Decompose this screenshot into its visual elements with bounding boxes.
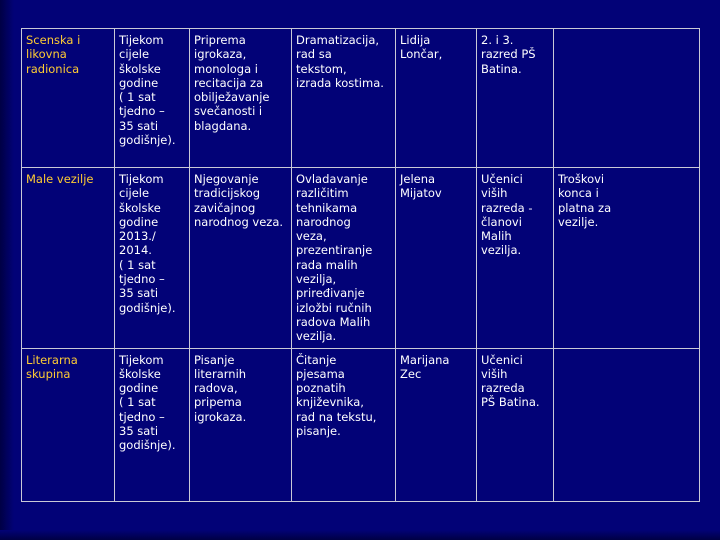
cell-text-line: književnika, bbox=[296, 395, 364, 410]
cell-text-line: Male vezilje bbox=[26, 172, 94, 186]
table-cell-time bbox=[115, 168, 190, 349]
table-cell-costs bbox=[554, 348, 700, 501]
cell-text-line: konca i bbox=[558, 186, 599, 201]
cell-text-line: narodnog bbox=[296, 214, 351, 229]
cell-text-line: veza, bbox=[296, 229, 327, 244]
table-cell-group bbox=[22, 348, 115, 501]
cell-text-line: vezilja. bbox=[481, 243, 522, 258]
cell-text-line: tjedno – bbox=[119, 104, 165, 119]
cell-text-line: Lončar, bbox=[400, 47, 443, 62]
cell-text-line: viših bbox=[481, 366, 508, 381]
cell-text-line: 35 sati bbox=[119, 286, 159, 301]
table-cell-activities bbox=[292, 168, 396, 349]
cell-text-line: ( 1 sat bbox=[119, 257, 156, 272]
cell-text-line: Jelena bbox=[400, 172, 436, 186]
cell-text-line: izložbi ručnih bbox=[296, 300, 372, 315]
cell-text-line: Troškovi bbox=[558, 172, 605, 186]
table-cell-participants bbox=[477, 29, 554, 168]
cell-text-line: Malih bbox=[481, 229, 512, 244]
cell-text-line: Batina. bbox=[481, 61, 522, 76]
cell-text-line: ( 1 sat bbox=[119, 90, 156, 105]
table-cell-costs bbox=[554, 168, 700, 349]
cell-text-line: Tijekom bbox=[119, 33, 164, 47]
cell-text-line: viših bbox=[481, 186, 508, 201]
cell-text-line: Mijatov bbox=[400, 186, 442, 201]
cell-text-line: različitim bbox=[296, 186, 349, 201]
cell-text-line: Lidija bbox=[400, 33, 431, 47]
cell-text-line: Scenska i bbox=[26, 33, 81, 47]
table-cell-leader bbox=[396, 168, 477, 349]
slide-bottom-shadow bbox=[0, 530, 720, 540]
cell-text-line: radova, bbox=[194, 381, 238, 396]
activities-table bbox=[21, 28, 700, 502]
cell-text-line: pjesama bbox=[296, 366, 345, 381]
cell-text-line: obilježavanje bbox=[194, 90, 270, 105]
cell-text-line: priređivanje bbox=[296, 286, 365, 301]
cell-text-line: pisanje. bbox=[296, 424, 341, 439]
cell-text-line: razreda bbox=[481, 381, 525, 396]
cell-text-line: literarnih bbox=[194, 366, 247, 381]
cell-text-line: Marijana bbox=[400, 352, 450, 367]
cell-text-line: svečanosti i bbox=[194, 104, 263, 119]
cell-text-line: Ovladavanje bbox=[296, 172, 368, 186]
cell-text-line: 35 sati bbox=[119, 424, 159, 439]
cell-text-line: igrokaza, bbox=[194, 47, 247, 62]
cell-text-line: skupina bbox=[26, 366, 71, 381]
cell-text-line: 2. i 3. bbox=[481, 33, 514, 47]
cell-text-line: 2014. bbox=[119, 243, 152, 258]
cell-text-line: razreda - bbox=[481, 200, 533, 215]
cell-text-line: narodnog veza. bbox=[194, 214, 284, 229]
table-cell-time bbox=[115, 348, 190, 501]
table-cell-participants bbox=[477, 168, 554, 349]
table-cell-participants bbox=[477, 348, 554, 501]
cell-text-line: rad na tekstu, bbox=[296, 409, 377, 424]
table-cell-leader bbox=[396, 29, 477, 168]
cell-text-line: platna za bbox=[558, 200, 612, 215]
table-cell-activities bbox=[292, 348, 396, 501]
cell-text-line: vezilja, bbox=[296, 272, 337, 287]
cell-text-line: Priprema bbox=[194, 33, 246, 47]
cell-text-line: prezentiranje bbox=[296, 243, 373, 258]
table-cell-goals bbox=[190, 29, 292, 168]
cell-text-line: tjedno – bbox=[119, 409, 165, 424]
table-cell-goals bbox=[190, 348, 292, 501]
cell-text-line: vezilje. bbox=[558, 214, 599, 229]
cell-text-line: 35 sati bbox=[119, 118, 159, 133]
cell-text-line: godine bbox=[119, 381, 159, 396]
cell-text-line: školske bbox=[119, 366, 161, 381]
cell-text-line: Učenici bbox=[481, 172, 523, 186]
cell-text-line: recitacija za bbox=[194, 75, 264, 90]
cell-text-line: radova Malih bbox=[296, 314, 371, 329]
cell-text-line: ( 1 sat bbox=[119, 395, 156, 410]
cell-text-line: 2013./ bbox=[119, 229, 156, 244]
cell-text-line: Tijekom bbox=[119, 352, 164, 367]
cell-text-line: likovna bbox=[26, 47, 67, 62]
cell-text-line: Tijekom bbox=[119, 172, 164, 186]
cell-text-line: Pisanje bbox=[194, 352, 235, 367]
cell-text-line: cijele bbox=[119, 186, 150, 201]
slide-left-shadow bbox=[0, 0, 14, 540]
cell-text-line: rada malih bbox=[296, 257, 358, 272]
cell-text-line: godine bbox=[119, 75, 159, 90]
table-row bbox=[22, 348, 700, 501]
cell-text-line: poznatih bbox=[296, 381, 346, 396]
cell-text-line: Zec bbox=[400, 366, 422, 381]
cell-text-line: blagdana. bbox=[194, 118, 252, 133]
cell-text-line: tradicijskog bbox=[194, 186, 261, 201]
cell-text-line: godišnje). bbox=[119, 133, 176, 148]
table-row bbox=[22, 29, 700, 168]
cell-text-line: razred PŠ bbox=[481, 47, 536, 62]
cell-text-line: PŠ Batina. bbox=[481, 395, 540, 410]
table-cell-activities bbox=[292, 29, 396, 168]
cell-text-line: godišnje). bbox=[119, 300, 176, 315]
table-cell-group bbox=[22, 168, 115, 349]
table-row bbox=[22, 168, 700, 349]
cell-text-line: Njegovanje bbox=[194, 172, 259, 186]
cell-text-line: vezilja. bbox=[296, 329, 337, 344]
table-cell-goals bbox=[190, 168, 292, 349]
cell-text-line: godine bbox=[119, 214, 159, 229]
table-body bbox=[22, 29, 700, 502]
cell-text-line: tekstom, bbox=[296, 61, 347, 76]
cell-text-line: školske bbox=[119, 61, 161, 76]
table-cell-costs bbox=[554, 29, 700, 168]
cell-text-line: školske bbox=[119, 200, 161, 215]
cell-text-line: zavičajnog bbox=[194, 200, 256, 215]
cell-text-line: članovi bbox=[481, 214, 522, 229]
cell-text-line: tehnikama bbox=[296, 200, 358, 215]
cell-text-line: igrokaza. bbox=[194, 409, 247, 424]
cell-text-line: godišnje). bbox=[119, 438, 176, 453]
cell-text-line: Dramatizacija, bbox=[296, 33, 380, 47]
table-cell-group bbox=[22, 29, 115, 168]
cell-text-line: pripema bbox=[194, 395, 242, 410]
cell-text-line: rad sa bbox=[296, 47, 332, 62]
cell-text-line: Učenici bbox=[481, 352, 523, 367]
cell-text-line: tjedno – bbox=[119, 272, 165, 287]
table-cell-time bbox=[115, 29, 190, 168]
cell-text-line: radionica bbox=[26, 61, 80, 76]
cell-text-line: izrada kostima. bbox=[296, 75, 384, 90]
cell-text-line: Literarna bbox=[26, 352, 78, 367]
cell-text-line: monologa i bbox=[194, 61, 258, 76]
cell-text-line: cijele bbox=[119, 47, 150, 62]
cell-text-line: Čitanje bbox=[296, 352, 337, 367]
table-cell-leader bbox=[396, 348, 477, 501]
